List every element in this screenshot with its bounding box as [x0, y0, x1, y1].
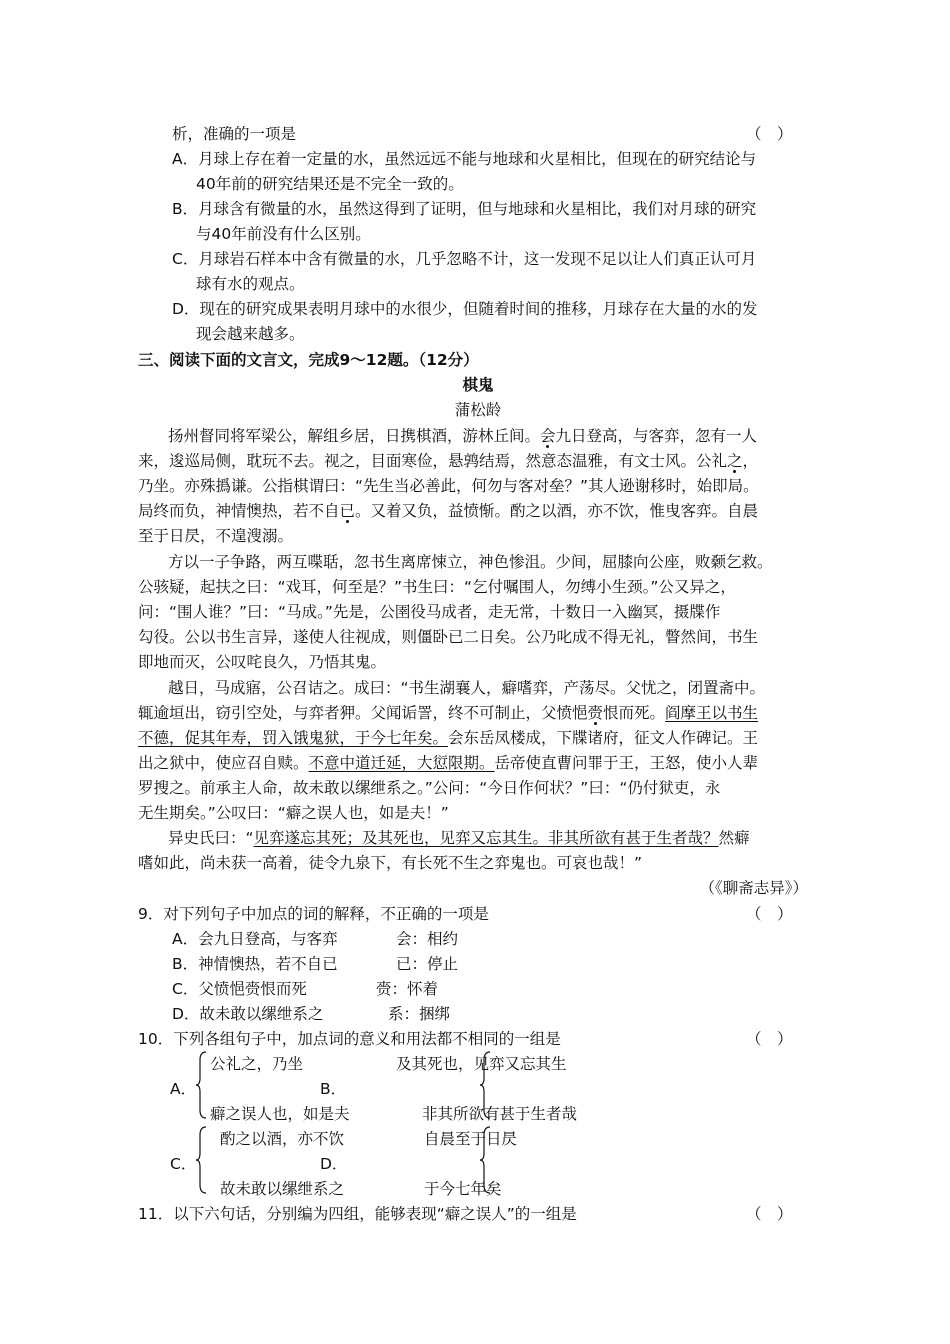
- passage-line: 嗜如此，尚未获一高着，徒令九泉下，有长死不生之弈鬼也。可哀也哉！”: [138, 854, 643, 872]
- passage-line: 局终而负，神情懊热，若不自已。又着又负，益愤惭。酌之以酒，亦不饮，惟曳客弈。自晨: [138, 502, 759, 520]
- q9-option-d-gloss: 系：捆绑: [388, 1005, 451, 1023]
- passage-source: （《聊斋志异》）: [699, 879, 808, 897]
- passage-line: 问：“围人谁？”曰：“马成。”先是，公圉役马成者，走无常，十数日一入幽冥，摄牒作: [138, 603, 721, 621]
- q8-option-a-line2: 40年前的研究结果还是不完全一致的。: [196, 175, 464, 193]
- passage-line: 无生期矣。”公叹曰：“癖之误人也，如是夫！”: [138, 804, 449, 822]
- passage-line: 出之狱中，使应召自赎。不意中道迁延，大愆限期。岳帝使直曹问罪于王，王怒，使小人辈: [138, 754, 759, 772]
- underlined-sentence: 见弈遂忘其死；及其死也，见弈又忘其生。非其所欲有甚于生者哉？: [253, 829, 719, 847]
- q8-option-d-line2: 现会越来越多。: [196, 325, 305, 343]
- q8-option-b-line2: 与40年前没有什么区别。: [196, 225, 371, 243]
- q10-d-brace: [478, 1125, 492, 1195]
- q9-option-b-sentence: B．神情懊热，若不自已: [172, 955, 338, 973]
- q9-answer-bracket: （ ）: [746, 905, 793, 923]
- q10-c-sentence2: 故未敢以缧绁系之: [220, 1180, 345, 1198]
- passage-title: 棋鬼: [462, 376, 494, 394]
- passage-line: 罗搜之。前承主人命，故未敢以缧绁系之。”公问：“今日作何状？”曰：“仍付狱吏，永: [138, 779, 721, 797]
- underlined-sentence: 不德，促其年寿，罚入饿鬼狱，于今七年矣。: [138, 729, 449, 747]
- q10-stem: 10．下列各组句子中，加点词的意义和用法都不相同的一组是: [138, 1030, 561, 1048]
- q10-d-sentence2: 于今七年矣: [424, 1180, 502, 1198]
- q10-d-sentence1: 自晨至于日昃: [424, 1130, 518, 1148]
- passage-line: 勾役。公以书生言异，遂使人往视成，则僵卧已二日矣。公乃叱成不得无礼，瞥然间，书生: [138, 628, 759, 646]
- q10-a-sentence2: 癖之误人也，如是夫: [210, 1105, 350, 1123]
- q10-d-label: D．: [320, 1155, 348, 1173]
- underlined-sentence: 不意中道迁延，大愆限期。: [308, 754, 495, 772]
- q8-option-c-line2: 球有水的观点。: [196, 275, 305, 293]
- q9-option-a-gloss: 会：相约: [396, 930, 459, 948]
- q9-option-c-gloss: 赍：怀着: [376, 980, 439, 998]
- q11-answer-bracket: （ ）: [746, 1205, 793, 1223]
- q9-option-d-sentence: D．故未敢以缧绁系之: [172, 1005, 324, 1023]
- q10-c-brace: [194, 1125, 208, 1195]
- q8-option-a-line1: A．月球上存在着一定量的水，虽然远远不能与地球和火星相比，但现在的研究结论与: [172, 150, 757, 168]
- q8-option-c-line1: C．月球岩石样本中含有微量的水，几乎忽略不计，这一发现不足以让人们真正认可月: [172, 250, 757, 268]
- q8-stem-tail: 析，准确的一项是: [172, 125, 297, 143]
- passage-line: 异史氏曰：“见弈遂忘其死；及其死也，见弈又忘其生。非其所欲有甚于生者哉？然癖: [168, 829, 750, 847]
- passage-author: 蒲松龄: [454, 401, 502, 419]
- q10-a-sentence1: 公礼之，乃坐: [210, 1055, 304, 1073]
- passage-line: 来，逡巡局侧，耽玩不去。视之，目面寒俭，悬鹑结焉，然意态温雅，有文士风。公礼之，: [138, 452, 759, 470]
- passage-line: 不德，促其年寿，罚入饿鬼狱，于今七年矣。会东岳凤楼成，下牒诸府，征文人作碑记。王: [138, 729, 759, 747]
- passage-line: 至于日昃，不遑溲溺。: [138, 527, 294, 545]
- q8-option-b-line1: B．月球含有微量的水，虽然这得到了证明，但与地球和火星相比，我们对月球的研究: [172, 200, 757, 218]
- passage-line: 方以一子争路，两互喋聒，忽书生离席悚立，神色惨沮。少间，屈膝向公座，败颡乞救。: [168, 553, 773, 571]
- q8-option-d-line1: D．现在的研究成果表明月球中的水很少，但随着时间的推移，月球存在大量的水的发: [172, 300, 758, 318]
- passage-line: 辄逾垣出，窃引空处，与弈者狎。父闻诟詈，终不可制止，父愤悒赍恨而死。阎摩王以书生: [138, 704, 759, 722]
- passage-line: 乃坐。亦殊撝谦。公指棋谓曰：“先生当必善此，何勿与客对垒？”其人逊谢移时，始即局。: [138, 477, 759, 495]
- passage-line: 即地而灭，公叹咤良久，乃悟其鬼。: [138, 653, 387, 671]
- q10-b-label: B．: [320, 1080, 347, 1098]
- q9-option-a-sentence: A．会九日登高，与客弈: [172, 930, 338, 948]
- q9-stem: 9．对下列句子中加点的词的解释，不正确的一项是: [138, 905, 489, 923]
- q10-a-label: A．: [170, 1080, 197, 1098]
- q8-answer-bracket: （ ）: [746, 125, 793, 143]
- passage-line: 扬州督同将军梁公，解组乡居，日携棋酒，游林丘间。会九日登高，与客弈，忽有一人: [168, 427, 758, 445]
- q10-c-sentence1: 酌之以酒，亦不饮: [220, 1130, 345, 1148]
- passage-line: 越日，马成寤，公召诘之。成曰：“书生湖襄人，癖嗜弈，产荡尽。父忧之，闭置斋中。: [168, 679, 766, 697]
- q10-a-brace: [194, 1050, 208, 1120]
- q9-option-b-gloss: 已：停止: [396, 955, 459, 973]
- q11-stem: 11．以下六句话，分别编为四组，能够表现“癖之误人”的一组是: [138, 1205, 577, 1223]
- q10-c-label: C．: [170, 1155, 197, 1173]
- section-heading: 三、阅读下面的文言文，完成9～12题。（12分）: [138, 351, 479, 369]
- underlined-sentence: 阎摩王以书生: [665, 704, 759, 722]
- q9-option-c-sentence: C．父愤悒赍恨而死: [172, 980, 307, 998]
- q10-b-sentence2: 非其所欲有甚于生者哉: [422, 1105, 578, 1123]
- q10-b-brace: [478, 1050, 492, 1120]
- passage-line: 公骇疑，起扶之曰：“戏耳，何至是？”书生曰：“乞付嘱围人，勿缚小生颈。”公又异之，: [138, 578, 736, 596]
- q10-answer-bracket: （ ）: [746, 1030, 793, 1048]
- q10-b-sentence1: 及其死也，见弈又忘其生: [396, 1055, 567, 1073]
